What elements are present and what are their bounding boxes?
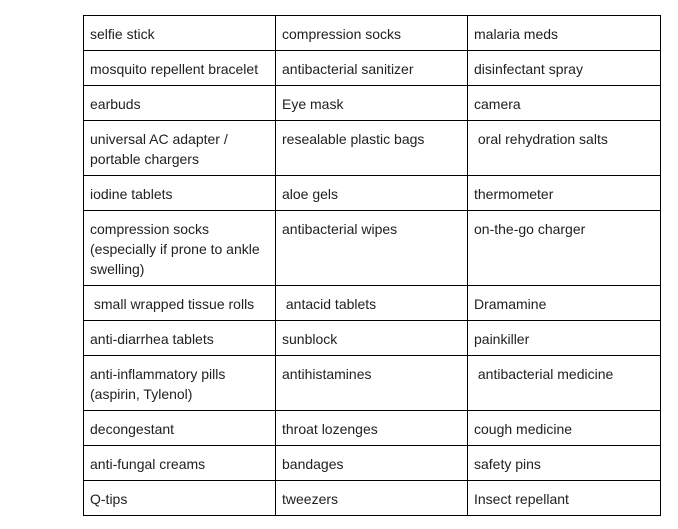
table-cell[interactable]: antihistamines (276, 356, 468, 411)
table-cell[interactable]: disinfectant spray (468, 51, 661, 86)
table-row (84, 86, 661, 121)
table-cell[interactable]: selfie stick (84, 16, 276, 51)
table-cell[interactable]: Q-tips (84, 481, 276, 516)
table-cell[interactable]: thermometer (468, 176, 661, 211)
table-cell[interactable]: camera (468, 86, 661, 121)
table-cell[interactable]: iodine tablets (84, 176, 276, 211)
table-cell[interactable]: antibacterial medicine (468, 356, 661, 411)
table-cell[interactable]: painkiller (468, 321, 661, 356)
table-cell[interactable]: anti-inflammatory pills (aspirin, Tylenol) (84, 356, 276, 411)
table-row (84, 286, 661, 321)
table-cell[interactable]: compression socks (especially if prone to ankle swelling) (84, 211, 276, 286)
table-row (84, 176, 661, 211)
table-cell[interactable]: resealable plastic bags (276, 121, 468, 176)
table-cell[interactable]: on-the-go charger (468, 211, 661, 286)
table-cell[interactable]: tweezers (276, 481, 468, 516)
table-row (84, 16, 661, 51)
table-cell[interactable]: antibacterial wipes (276, 211, 468, 286)
table-cell[interactable]: throat lozenges (276, 411, 468, 446)
table-cell[interactable]: safety pins (468, 446, 661, 481)
table-row (84, 356, 661, 411)
table-row (84, 481, 661, 516)
table-cell[interactable]: antacid tablets (276, 286, 468, 321)
table-cell[interactable]: decongestant (84, 411, 276, 446)
table-cell[interactable]: anti-diarrhea tablets (84, 321, 276, 356)
table-cell[interactable]: Insect repellant (468, 481, 661, 516)
table-cell[interactable]: anti-fungal creams (84, 446, 276, 481)
table-cell[interactable]: small wrapped tissue rolls (84, 286, 276, 321)
table-row (84, 121, 661, 176)
table-row (84, 321, 661, 356)
table-cell[interactable]: cough medicine (468, 411, 661, 446)
table-row (84, 51, 661, 86)
table-cell[interactable]: universal AC adapter / portable chargers (84, 121, 276, 176)
table-row (84, 411, 661, 446)
table-row (84, 211, 661, 286)
table-cell[interactable]: oral rehydration salts (468, 121, 661, 176)
table-cell[interactable]: mosquito repellent bracelet (84, 51, 276, 86)
table-cell[interactable]: aloe gels (276, 176, 468, 211)
table-cell[interactable]: antibacterial sanitizer (276, 51, 468, 86)
table-cell[interactable]: earbuds (84, 86, 276, 121)
table-row (84, 446, 661, 481)
table-cell[interactable]: compression socks (276, 16, 468, 51)
table-cell[interactable]: Dramamine (468, 286, 661, 321)
table-cell[interactable]: bandages (276, 446, 468, 481)
table-cell[interactable]: sunblock (276, 321, 468, 356)
packing-list-table (83, 15, 661, 516)
table-cell[interactable]: malaria meds (468, 16, 661, 51)
table-cell[interactable]: Eye mask (276, 86, 468, 121)
